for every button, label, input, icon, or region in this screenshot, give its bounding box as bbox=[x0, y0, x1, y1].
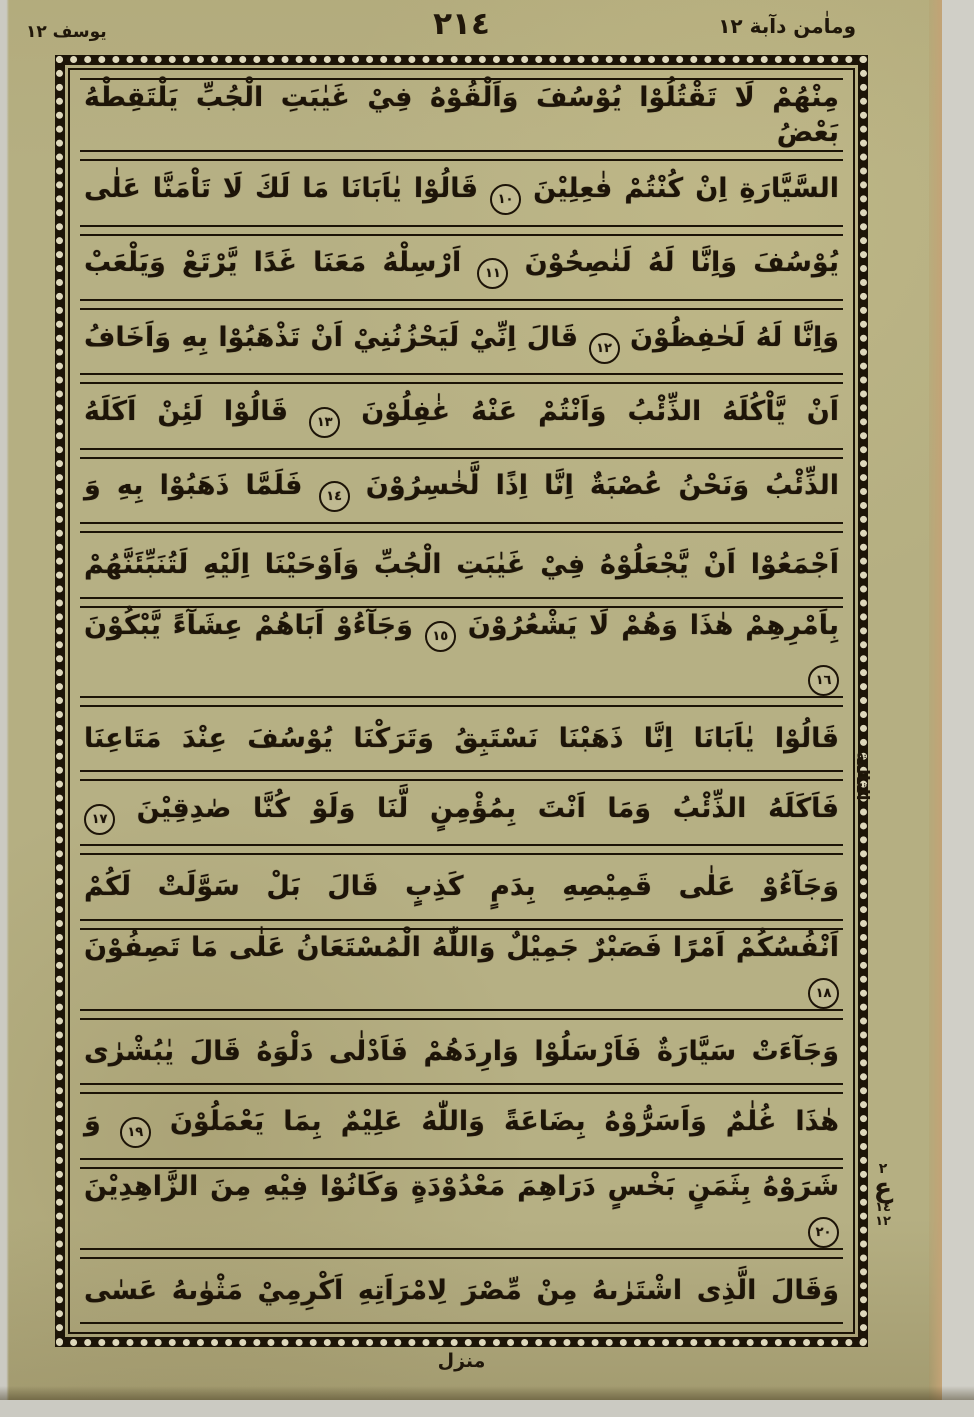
verse-text-segment: بِاَمْرِهِمْ هٰذَا وَهُمْ لَا يَشْعُرُوْنَ bbox=[467, 609, 839, 641]
ayah-end-marker: ١٩ bbox=[120, 1117, 151, 1148]
verse-text-segment: مِنْهُمْ لَا تَقْتُلُوْا يُوْسُفَ وَاَلْقُوْهُ فِيْ غَيٰبَتِ الْجُبِّ يَلْتَقِطْهُ بَعْضُ bbox=[84, 82, 839, 149]
verse-text-segment: اَنْفُسُكُمْ اَمْرًا فَصَبْرٌ جَمِيْلٌ وَاللّٰهُ الْمُسْتَعَانُ عَلٰى مَا تَصِفُوْنَ bbox=[84, 931, 839, 963]
scan-backdrop-right bbox=[942, 0, 974, 1417]
quran-line bbox=[80, 1167, 843, 1250]
juz-name-label: وماٰمن دآبة ١٢ bbox=[718, 14, 856, 38]
quran-line-text bbox=[84, 869, 839, 904]
verse-text-segment: اَرْسِلْهُ مَعَنَا غَدًا يَّرْتَعْ وَيَلْعَبْ bbox=[84, 247, 462, 279]
margin-quarter-label: الثالثة bbox=[852, 751, 872, 801]
verse-text-segment: يُوْسُفَ وَاِنَّا لَهُ لَنٰصِحُوْنَ bbox=[524, 247, 839, 279]
verse-text-segment: وَجَآءُوْ عَلٰى قَمِيْصِهِ بِدَمٍ كَذِبٍ قَالَ بَلْ سَوَّلَتْ لَكُمْ bbox=[84, 871, 839, 903]
quran-line bbox=[80, 1018, 843, 1085]
verse-text-segment: قَالُوْا لَئِنْ اَكَلَهُ bbox=[84, 396, 289, 428]
quran-line bbox=[80, 308, 843, 375]
quran-line-text bbox=[84, 608, 839, 696]
quran-line-text bbox=[84, 1104, 839, 1148]
page-border-frame bbox=[55, 55, 868, 1347]
ayah-end-marker: ١٥ bbox=[425, 621, 456, 652]
quran-line bbox=[80, 531, 843, 598]
verse-text-segment: شَرَوْهُ بِثَمَنٍ بَخْسٍ دَرَاهِمَ مَعْدُوْدَةٍ وَكَانُوْا فِيْهِ مِنَ الزَّاهِدِيْنَ bbox=[84, 1170, 839, 1202]
quran-line bbox=[80, 705, 843, 772]
verse-text-segment: قَالُوْا يٰاَبَانَا اِنَّا ذَهَبْنَا نَسْتَبِقُ وَتَرَكْنَا يُوْسُفَ عِنْدَ مَتَاعِنَا bbox=[84, 722, 839, 754]
quran-line-text bbox=[84, 171, 839, 215]
verse-text-segment: وَجَآءُوْ اَبَاهُمْ عِشَآءً يَّبْكُوْنَ bbox=[84, 609, 413, 641]
ruku-number: ٢ bbox=[878, 1161, 888, 1177]
quran-line bbox=[80, 853, 843, 920]
quran-line-text bbox=[84, 791, 839, 835]
verse-text-segment: قَالَ اِنِّيْ لَيَحْزُنُنِيْ اَنْ تَذْهَبُوْا بِهِ وَاَخَافُ bbox=[84, 321, 579, 353]
quran-line-text bbox=[84, 1034, 839, 1069]
quran-line bbox=[80, 159, 843, 226]
verse-text-segment: فَلَمَّا ذَهَبُوْا بِهِ وَ bbox=[84, 470, 303, 502]
ayah-end-marker: ١٦ bbox=[808, 665, 839, 696]
verse-text-segment: قَالُوْا يٰاَبَانَا مَا لَكَ لَا تَاْمَنَّا عَلٰى bbox=[84, 172, 479, 204]
quran-line-text bbox=[84, 1273, 839, 1308]
quran-line bbox=[80, 1092, 843, 1159]
verse-text-segment: هٰذَا غُلٰمٌ وَاَسَرُّوْهُ بِضَاعَةً وَاللّٰهُ عَلِيْمٌ بِمَا يَعْمَلُوْنَ bbox=[169, 1105, 839, 1137]
ayah-end-marker: ١٤ bbox=[319, 481, 350, 512]
ruku-marker bbox=[868, 1162, 898, 1228]
verse-text-segment: وَ bbox=[84, 1105, 101, 1137]
scan-backdrop-bottom bbox=[0, 1400, 974, 1417]
verse-text-segment: وَقَالَ الَّذِى اشْتَرٰىهُ مِنْ مِّصْرَ لِامْرَاَتِهِ اَكْرِمِيْ مَثْوٰىهُ عَسٰى bbox=[84, 1274, 839, 1306]
quran-line bbox=[80, 779, 843, 846]
quran-line-text bbox=[84, 394, 839, 438]
verse-text-segment: فَاَكَلَهُ الذِّئْبُ وَمَا اَنْتَ بِمُؤْمِنٍ لَّنَا وَلَوْ كُنَّا صٰدِقِيْنَ bbox=[136, 792, 839, 824]
quran-line bbox=[80, 457, 843, 524]
quran-line bbox=[80, 382, 843, 449]
ayah-end-marker: ١١ bbox=[477, 258, 508, 289]
ayah-end-marker: ٢٠ bbox=[808, 1217, 839, 1248]
ayah-end-marker: ١٨ bbox=[808, 978, 839, 1009]
quran-line-text bbox=[84, 80, 839, 150]
surah-name-label: يوسف ١٢ bbox=[26, 22, 107, 42]
quran-line-text bbox=[84, 547, 839, 582]
quran-line-text bbox=[84, 320, 839, 364]
page-edge-tan bbox=[929, 0, 942, 1417]
quran-line-text bbox=[84, 721, 839, 756]
page-border-inner-rule bbox=[68, 68, 855, 1334]
ruku-ain-sign: ع bbox=[873, 1172, 893, 1204]
quran-line-text bbox=[84, 245, 839, 289]
quran-line bbox=[80, 78, 843, 152]
manzil-footer-label: منزل bbox=[437, 1350, 486, 1372]
verse-text-segment: اَنْ يَّاْكُلَهُ الذِّئْبُ وَاَنْتُمْ عَنْهُ غٰفِلُوْنَ bbox=[361, 396, 840, 428]
quran-line bbox=[80, 234, 843, 301]
quran-text-block bbox=[80, 78, 843, 1324]
scan-backdrop-left bbox=[0, 0, 9, 1417]
verse-text-segment: وَجَآءَتْ سَيَّارَةٌ فَاَرْسَلُوْا وَارِدَهُمْ فَاَدْلٰى دَلْوَهُ قَالَ يٰبُشْرٰى bbox=[84, 1035, 839, 1067]
ayah-end-marker: ١٢ bbox=[589, 333, 620, 364]
page-bottom-shadow bbox=[0, 1386, 974, 1400]
ruku-verse-count: ١٤ bbox=[875, 1200, 891, 1216]
verse-text-segment: وَاِنَّا لَهُ لَحٰفِظُوْنَ bbox=[629, 321, 839, 353]
ayah-end-marker: ١٠ bbox=[490, 184, 521, 215]
quran-line-text bbox=[84, 1169, 839, 1248]
ayah-end-marker: ١٣ bbox=[309, 407, 340, 438]
quran-line-text bbox=[84, 468, 839, 512]
verse-text-segment: السَّيَّارَةِ اِنْ كُنْتُمْ فٰعِلِيْنَ bbox=[533, 172, 840, 204]
quran-line bbox=[80, 606, 843, 698]
quran-line-text bbox=[84, 930, 839, 1009]
page-number: ٢١٤ bbox=[433, 6, 490, 42]
verse-text-segment: الذِّئْبُ وَنَحْنُ عُصْبَةٌ اِنَّا اِذًا لَّخٰسِرُوْنَ bbox=[365, 470, 839, 502]
quran-line bbox=[80, 1257, 843, 1324]
verse-text-segment: اَجْمَعُوْا اَنْ يَّجْعَلُوْهُ فِيْ غَيٰبَتِ الْجُبِّ وَاَوْحَيْنَا اِلَيْهِ لَتُنَبِّئَنَّهُمْ bbox=[84, 549, 839, 581]
ruku-juz-count: ١٢ bbox=[875, 1213, 891, 1229]
quran-line bbox=[80, 928, 843, 1011]
ayah-end-marker: ١٧ bbox=[84, 804, 115, 835]
